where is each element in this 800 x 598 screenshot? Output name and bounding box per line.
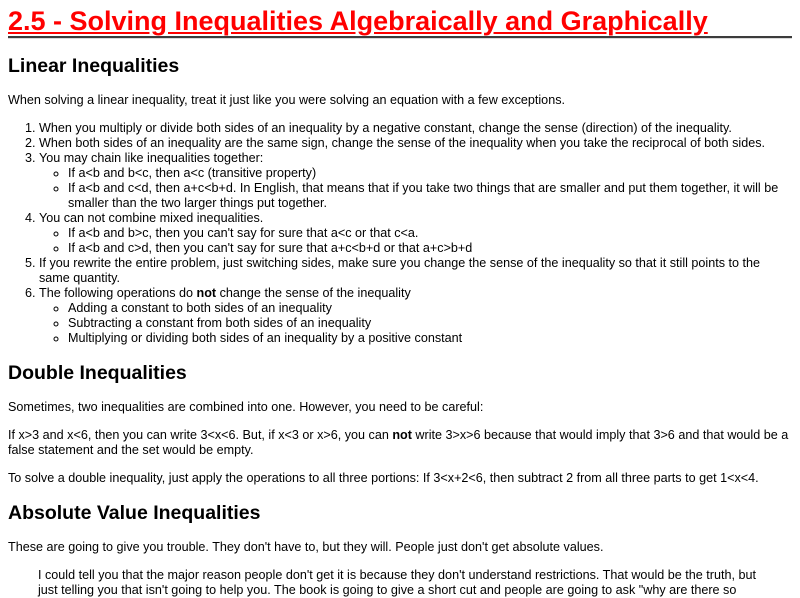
rule-item-6-bold: not	[196, 286, 217, 300]
absolute-blockquote: I could tell you that the major reason people don't get it is because they don't understand restrictions. That would be the truth, but just telling you that isn't going to help you. The book is going to give a short cut and people are going to ask "why are there so	[38, 568, 756, 597]
title-rule	[8, 36, 792, 39]
sub-list-item: ◦ If a<b and b<c, then a<c (transitive property)	[68, 166, 792, 181]
rule-item-6-sublist	[39, 301, 792, 346]
rule-item-6	[39, 286, 792, 346]
linear-rules-list	[8, 121, 792, 346]
sub-list-item: ◦ Subtracting a constant from both sides of an inequality	[68, 316, 792, 331]
sub-list-item: ◦ If a<b and b>c, then you can't say for sure that a<c or that c<a.	[68, 226, 792, 241]
double-paragraph-1: Sometimes, two inequalities are combined into one. However, you need to be careful:	[8, 400, 484, 414]
rule-item-4-text: You can not combine mixed inequalities.	[39, 211, 264, 225]
rule-item-1: 1. When you multiply or divide both sides of an inequality by a negative constant, change the sense (direction) of the inequality.	[39, 121, 792, 136]
page-title: 2.5 - Solving Inequalities Algebraically and Graphically	[8, 6, 708, 36]
rule-item-6-post: change the sense of the inequality	[216, 286, 411, 300]
sub-list-item: ◦ If a<b and c<d, then a+c<b+d. In English, that means that if you take two things that are smaller and put them together, it will be smaller than the two larger things put together.	[68, 181, 792, 211]
absolute-paragraph-1: These are going to give you trouble. They don't have to, but they will. People just don't get absolute values.	[8, 540, 604, 554]
sub-list-item: ◦ Multiplying or dividing both sides of an inequality by a positive constant	[68, 331, 792, 346]
rule-item-6-pre: The following operations do	[39, 286, 197, 300]
linear-intro-paragraph: When solving a linear inequality, treat it just like you were solving an equation with a few exceptions.	[8, 93, 565, 107]
rule-item-2: 2. When both sides of an inequality are the same sign, change the sense of the inequality when you take the reciprocal of both sides.	[39, 136, 792, 151]
double-paragraph-2-pre: If x>3 and x<6, then you can write 3<x<6. But, if x<3 or x>6, you can	[8, 428, 393, 442]
section-heading-double-inequalities: Double Inequalities	[8, 362, 187, 384]
section-heading-absolute-value-inequalities: Absolute Value Inequalities	[8, 502, 261, 524]
rule-item-5: 5. If you rewrite the entire problem, just switching sides, make sure you change the sense of the inequality so that it still points to the same quantity.	[39, 256, 792, 286]
rule-item-3-sublist	[39, 166, 792, 211]
rule-item-4-sublist	[39, 226, 792, 256]
double-paragraph-2-post: write 3>x>6 because that would imply that 3>6 and that would be a false statement and the set would be empty.	[8, 428, 789, 457]
sub-list-item: ◦ If a<b and c>d, then you can't say for sure that a+c<b+d or that a+c>b+d	[68, 241, 792, 256]
sub-list-item: ◦ Adding a constant to both sides of an inequality	[68, 301, 792, 316]
rule-item-4	[39, 211, 792, 256]
double-paragraph-2-bold: not	[392, 428, 412, 442]
rule-item-3	[39, 151, 792, 211]
rule-item-3-text: You may chain like inequalities together:	[39, 151, 264, 165]
section-heading-linear-inequalities: Linear Inequalities	[8, 55, 180, 77]
double-paragraph-2	[8, 428, 792, 458]
double-paragraph-3: To solve a double inequality, just apply the operations to all three portions: If 3<x+2<6, then subtract 2 from all three parts to get 1<x<4.	[8, 471, 759, 485]
